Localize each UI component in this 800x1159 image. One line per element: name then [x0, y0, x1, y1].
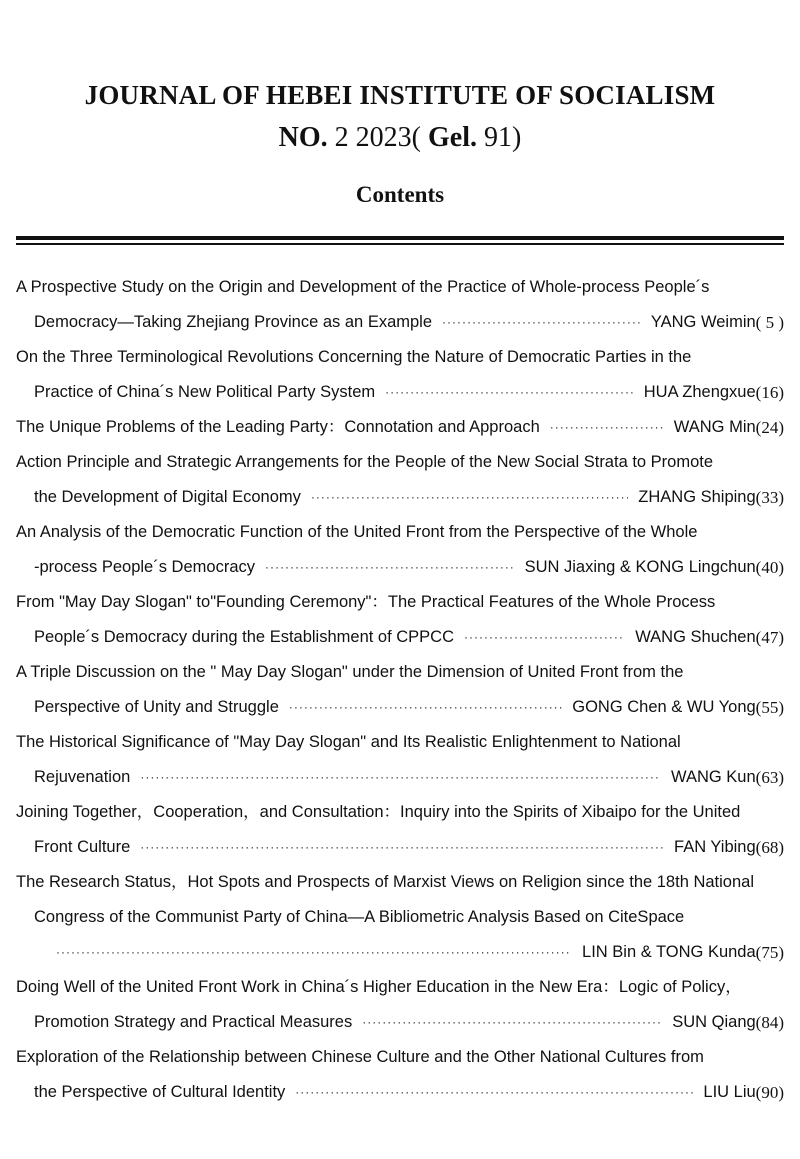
toc-entry-author: HUA Zhengxue: [643, 383, 756, 401]
issue-close-paren: ): [512, 122, 522, 153]
toc-entry-author: LIU Liu: [703, 1083, 756, 1101]
toc-entry-last-line: [16, 935, 784, 970]
leader-dots: [442, 305, 641, 340]
toc-entry: [16, 970, 784, 1040]
toc-entry-title-line: Action Principle and Strategic Arrangements for the People of the New Social Strata to Promote: [16, 453, 714, 471]
toc-entry-title-line: Perspective of Unity and Struggle: [34, 698, 279, 716]
toc-entry-last-line: [16, 690, 784, 725]
toc-entry-author: ZHANG Shiping: [638, 488, 756, 506]
toc-entry: [16, 515, 784, 585]
toc-entry-page: (90): [755, 1083, 784, 1102]
toc-entry-title-line: On the Three Terminological Revolutions Concerning the Nature of Democratic Parties in the: [16, 348, 692, 366]
journal-title: JOURNAL OF HEBEI INSTITUTE OF SOCIALISM: [84, 80, 716, 110]
toc-entry-page: (68): [755, 838, 784, 857]
toc-entry: [16, 1040, 784, 1110]
toc-entry: [16, 340, 784, 410]
toc-entry-last-line: [16, 1075, 784, 1110]
toc-entry-author: GONG Chen & WU Yong: [572, 698, 756, 716]
leader-dots: [265, 550, 515, 585]
toc-entry: [16, 655, 784, 725]
toc-entry-author: WANG Shuchen: [635, 628, 756, 646]
toc-entry-last-line: [16, 410, 784, 445]
toc-entry-title-line: Doing Well of the United Front Work in China´s Higher Education in the New Era：Logic of Policy，: [16, 978, 742, 996]
toc-entry: [16, 445, 784, 515]
toc-entry-last-line: [16, 375, 784, 410]
toc-entry-title-line: A Triple Discussion on the " May Day Slogan" under the Dimension of United Front from the: [16, 663, 684, 681]
leader-dots: [550, 410, 664, 445]
toc-entry-title-line: -process People´s Democracy: [34, 558, 255, 576]
toc-entry-title-line: Exploration of the Relationship between Chinese Culture and the Other National Cultures from: [16, 1048, 704, 1066]
toc-entry-title-line: The Historical Significance of "May Day Slogan" and Its Realistic Enlightenment to National: [16, 733, 681, 751]
leader-dots: [140, 830, 664, 865]
toc-entry-page: (84): [755, 1013, 784, 1032]
issue-open-paren: (: [411, 122, 421, 153]
toc-entry-author: FAN Yibing: [674, 838, 756, 856]
toc-entry-title-line: The Unique Problems of the Leading Party：Connotation and Approach: [16, 418, 540, 436]
issue-gel-value: 91: [484, 122, 512, 153]
toc-entry-page: (75): [755, 943, 784, 962]
leader-dots: [311, 480, 628, 515]
toc-entry-title-line: Practice of China´s New Political Party System: [34, 383, 376, 401]
leader-dots: [362, 1005, 662, 1040]
leader-dots: [385, 375, 634, 410]
toc-entry-page: (33): [755, 488, 784, 507]
issue-no-label: NO.: [278, 122, 328, 153]
toc-entry-page: (47): [755, 628, 784, 647]
toc-entry-title-line: Promotion Strategy and Practical Measures: [34, 1013, 353, 1031]
toc-entry-title-line: An Analysis of the Democratic Function of the United Front from the Perspective of the Whole: [16, 523, 698, 541]
toc-entry: [16, 865, 784, 970]
toc-entry-author: WANG Kun: [671, 768, 756, 786]
toc-entry: [16, 585, 784, 655]
toc-entry-title-line: Rejuvenation: [34, 768, 131, 786]
header-rule-thin: [16, 243, 784, 245]
toc-entry-author: SUN Qiang: [672, 1013, 756, 1031]
toc-entry-title-line: The Research Status，Hot Spots and Prospects of Marxist Views on Religion since the 18th National: [16, 873, 754, 891]
toc-entry-title-line: From "May Day Slogan" to"Founding Ceremony"：The Practical Features of the Whole Process: [16, 593, 716, 611]
issue-gel-label: Gel.: [428, 122, 477, 153]
toc-entry-last-line: [16, 620, 784, 655]
toc-entry-last-line: [16, 830, 784, 865]
toc-entry-title-line: Congress of the Communist Party of China—A Bibliometric Analysis Based on CiteSpace: [34, 908, 685, 926]
toc-entry-author: YANG Weimin: [650, 313, 756, 331]
toc-entry-title-line: the Perspective of Cultural Identity: [34, 1083, 286, 1101]
header-rule-thick: [16, 236, 784, 240]
toc-entry-last-line: [16, 480, 784, 515]
toc-entry-author: SUN Jiaxing & KONG Lingchun: [524, 558, 756, 576]
toc-entry-page: (55): [755, 698, 784, 717]
toc-entry-last-line: [16, 305, 784, 340]
toc-entry-page: (63): [755, 768, 784, 787]
leader-dots: [140, 760, 661, 795]
toc-entry-title-line: Democracy—Taking Zhejiang Province as an Example: [34, 313, 433, 331]
toc-entry-last-line: [16, 550, 784, 585]
toc-entry-page: (40): [755, 558, 784, 577]
toc-entry: [16, 410, 784, 445]
table-of-contents: [16, 270, 784, 1110]
issue-no-value: 2: [334, 122, 349, 153]
toc-entry-last-line: [16, 1005, 784, 1040]
leader-dots: [56, 935, 572, 970]
contents-heading: Contents: [355, 182, 445, 207]
issue-line: [0, 122, 800, 154]
toc-entry-page: (16): [755, 383, 784, 402]
toc-entry-title-line: A Prospective Study on the Origin and Development of the Practice of Whole-process People´s: [16, 278, 710, 296]
toc-entry-page: ( 5 ): [755, 313, 784, 332]
toc-entry: [16, 795, 784, 865]
leader-dots: [464, 620, 625, 655]
toc-entry-title-line: Joining Together，Cooperation，and Consultation：Inquiry into the Spirits of Xibaipo for the United: [16, 803, 741, 821]
toc-entry: [16, 725, 784, 795]
toc-entry-title-line: the Development of Digital Economy: [34, 488, 301, 506]
issue-year: 2023: [355, 122, 412, 153]
leader-dots: [295, 1075, 693, 1110]
toc-entry-last-line: [16, 760, 784, 795]
toc-entry-title-line: Front Culture: [34, 838, 131, 856]
toc-entry-author: LIN Bin & TONG Kunda: [582, 943, 756, 961]
toc-entry-page: (24): [755, 418, 784, 437]
toc-entry: [16, 270, 784, 340]
toc-entry-author: WANG Min: [673, 418, 756, 436]
leader-dots: [289, 690, 562, 725]
toc-entry-title-line: People´s Democracy during the Establishment of CPPCC: [34, 628, 455, 646]
